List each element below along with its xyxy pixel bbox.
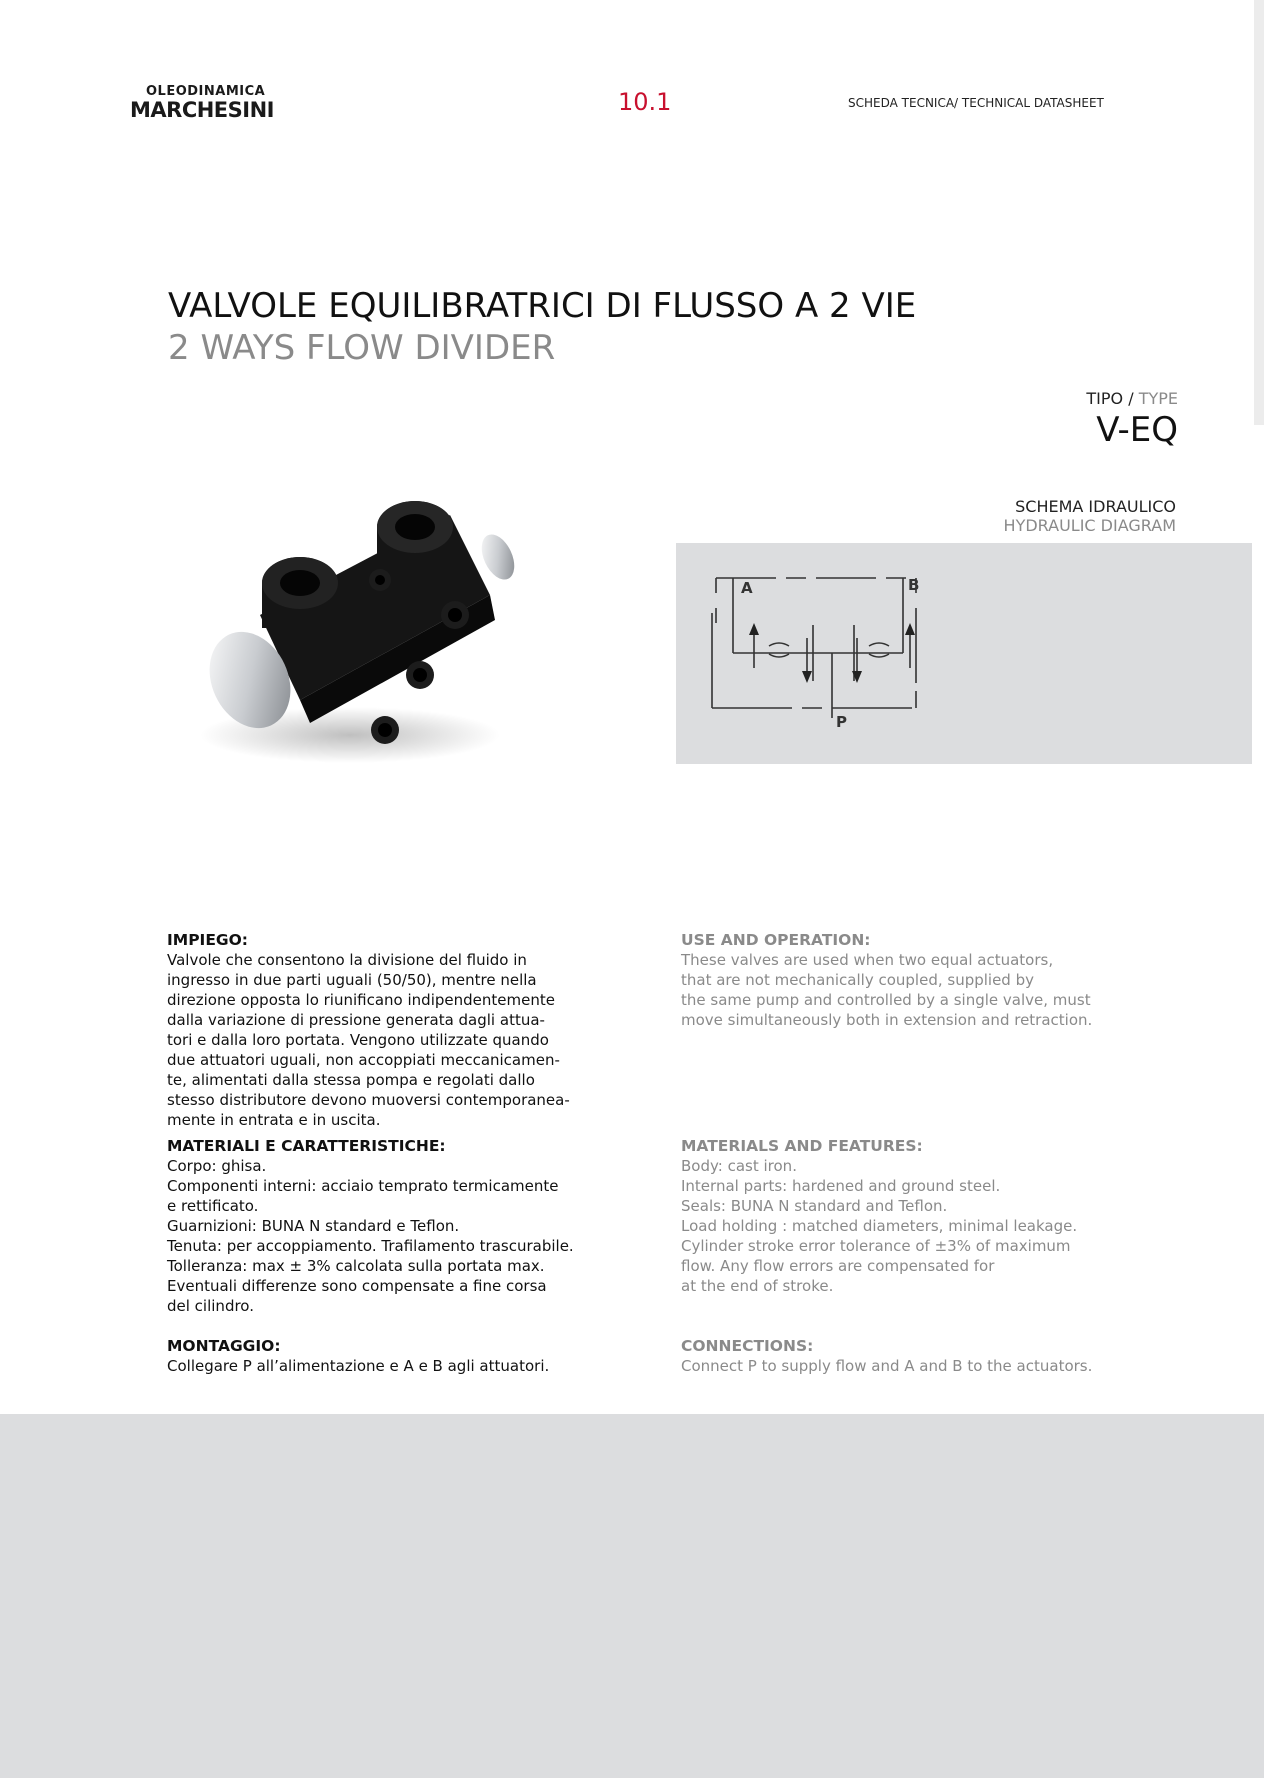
- section-body: Valvole che consentono la divisione del fluido in ingresso in due parti uguali (50/50), mentre nella direzione opposta lo riunificano indipendentemente dalla variazione di pressione generata dagli attua- tori e dalla loro portata. Vengono utilizzate quando due attuatori uguali, non accoppiati meccanicamen- te, alimentati dalla stessa pompa e regolati dallo stesso distributore devono muoversi contemporanea- mente in entrata e in uscita.: [167, 951, 570, 1129]
- port-label-p: P: [836, 713, 847, 731]
- title-english: 2 WAYS FLOW DIVIDER: [168, 328, 556, 368]
- section-montaggio: [167, 1336, 597, 1376]
- section-materials-features: [681, 1136, 1121, 1296]
- valve-product-image: [200, 485, 540, 785]
- section-body: Body: cast iron. Internal parts: hardened and ground steel. Seals: BUNA N standard and Teflon. Load holding : matched diameters, minimal leakage. Cylinder stroke error tolerance of ±3% of maximum flow. Any flow errors are compensated for at the end of stroke.: [681, 1157, 1078, 1295]
- section-body: Corpo: ghisa. Componenti interni: acciaio temprato termicamente e rettificato. Guarnizioni: BUNA N standard e Teflon. Tenuta: per accoppiamento. Trafilamento trascurabile. Tolleranza: max ± 3% calcolata sulla portata max. Eventuali differenze sono compensate a fine corsa del cilindro.: [167, 1157, 574, 1315]
- section-materiali: [167, 1136, 597, 1316]
- section-heading: MATERIALS AND FEATURES:: [681, 1137, 923, 1155]
- section-body: Collegare P all’alimentazione e A e B agli attuatori.: [167, 1357, 550, 1375]
- hydraulic-diagram: [676, 543, 1252, 764]
- section-heading: CONNECTIONS:: [681, 1337, 814, 1355]
- section-heading: MONTAGGIO:: [167, 1337, 281, 1355]
- port-label-b: B: [908, 576, 920, 594]
- section-heading: USE AND OPERATION:: [681, 931, 871, 949]
- type-label: [1086, 389, 1178, 408]
- page-edge-strip: [1254, 0, 1264, 425]
- footer-band: [0, 1414, 1264, 1778]
- sheet-label: SCHEDA TECNICA/ TECHNICAL DATASHEET: [848, 96, 1104, 110]
- schema-title-it: SCHEMA IDRAULICO: [1015, 497, 1176, 516]
- page-number: 10.1: [618, 88, 672, 116]
- section-connections: [681, 1336, 1121, 1376]
- hydraulic-diagram-panel: [676, 543, 1252, 764]
- section-use-operation: [681, 930, 1121, 1030]
- type-code: V-EQ: [1096, 410, 1178, 450]
- section-heading: MATERIALI E CARATTERISTICHE:: [167, 1137, 446, 1155]
- type-label-it: TIPO /: [1086, 389, 1134, 408]
- port-label-a: A: [741, 579, 753, 597]
- type-label-en: TYPE: [1138, 389, 1178, 408]
- logo-brand: MARCHESINI: [130, 98, 274, 122]
- title-italian: VALVOLE EQUILIBRATRICI DI FLUSSO A 2 VIE: [168, 286, 917, 326]
- section-heading: IMPIEGO:: [167, 931, 249, 949]
- section-body: Connect P to supply flow and A and B to the actuators.: [681, 1357, 1093, 1375]
- section-body: These valves are used when two equal actuators, that are not mechanically coupled, supplied by the same pump and controlled by a single valve, must move simultaneously both in extension and retraction.: [681, 951, 1093, 1029]
- section-impiego: [167, 930, 597, 1130]
- schema-title-en: HYDRAULIC DIAGRAM: [1003, 516, 1176, 535]
- logo-line1: OLEODINAMICA: [146, 84, 266, 99]
